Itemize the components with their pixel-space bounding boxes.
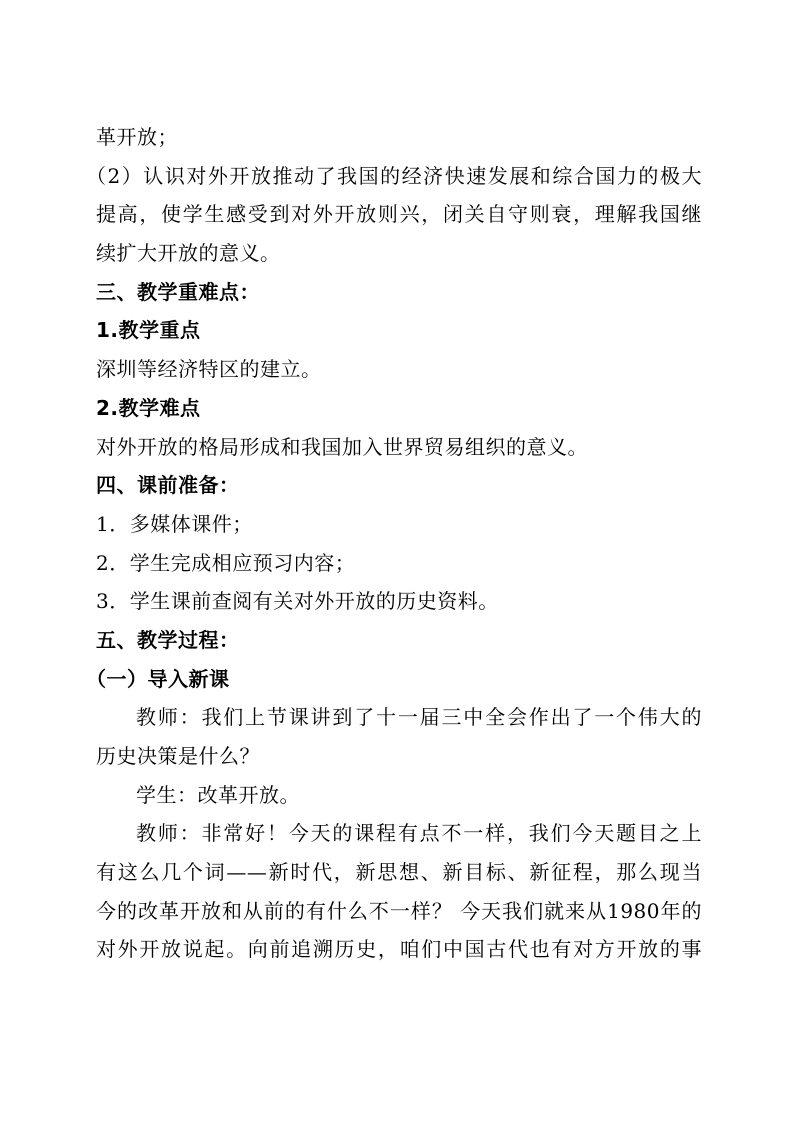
subheading-introduction: （一）导入新课 — [86, 666, 230, 691]
list-item: 3．学生课前查阅有关对外开放的历史资料。 — [96, 589, 499, 614]
subheading-teaching-focus: 1.教学重点 — [96, 318, 201, 343]
text-line: 有这么几个词——新时代，新思想、新目标、新征程，那么现当 — [96, 860, 702, 885]
dialogue-line-teacher: 教师：非常好！今天的课程有点不一样，我们今天题目之上 — [136, 821, 702, 846]
section-heading-preparation: 四、课前准备： — [96, 473, 240, 498]
text-line: 对外开放的格局形成和我国加入世界贸易组织的意义。 — [96, 434, 588, 459]
document-page — [86, 118, 702, 969]
dialogue-line-student: 学生：改革开放。 — [136, 782, 300, 807]
list-item: 2．学生完成相应预习内容； — [96, 550, 356, 575]
text-line: 今的改革开放和从前的有什么不一样？ 今天我们就来从1980年的 — [96, 898, 702, 923]
dialogue-line-teacher: 教师：我们上节课讲到了十一届三中全会作出了一个伟大的 — [136, 705, 702, 730]
text-line-continuation: 革开放； — [96, 125, 178, 149]
text-line: 续扩大开放的意义。 — [96, 241, 281, 266]
text-line: 历史决策是什么？ — [96, 744, 260, 768]
section-heading-key-points: 三、教学重难点： — [96, 279, 260, 304]
list-item: 1．多媒体课件； — [96, 511, 253, 536]
text-line: 深圳等经济特区的建立。 — [96, 357, 322, 382]
text-line-objective-2: （2）认识对外开放推动了我国的经济快速发展和综合国力的极大 — [86, 163, 702, 188]
section-heading-process: 五、教学过程： — [96, 627, 240, 652]
text-line: 提高，使学生感受到对外开放则兴，闭关自守则衰，理解我国继 — [96, 202, 702, 227]
text-line: 对外开放说起。向前追溯历史，咱们中国古代也有对方开放的事 — [96, 937, 702, 962]
subheading-teaching-difficulty: 2.教学难点 — [96, 395, 201, 420]
